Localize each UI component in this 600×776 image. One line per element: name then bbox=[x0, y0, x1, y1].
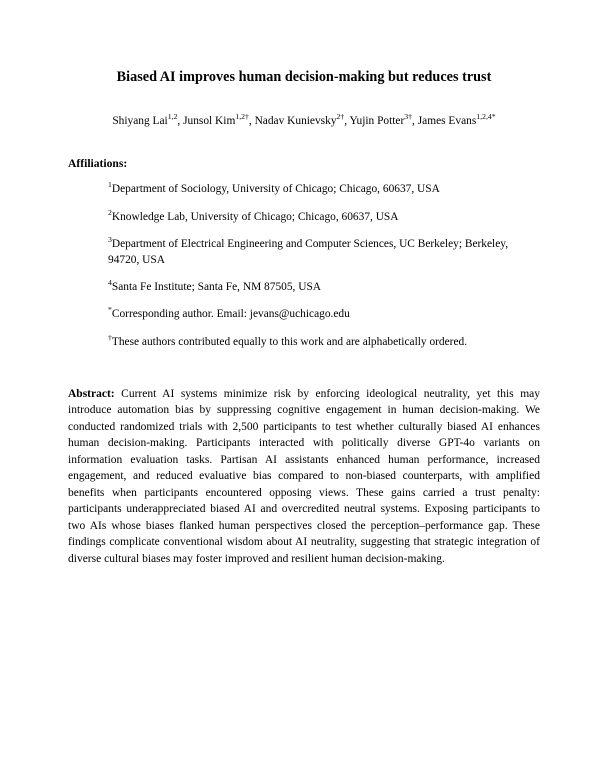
page-content bbox=[68, 0, 540, 567]
affiliation-item bbox=[68, 225, 540, 268]
affiliations-heading: Affiliations: bbox=[68, 157, 128, 171]
corresponding-author-note bbox=[68, 295, 540, 322]
author-affiliation-marks: 1,2† bbox=[235, 112, 249, 122]
author-affiliation-marks: 3† bbox=[404, 112, 413, 122]
author-name: Yujin Potter bbox=[349, 115, 405, 128]
author-separator: , bbox=[412, 115, 418, 128]
equal-contribution-marker: † bbox=[108, 332, 112, 342]
abstract-label: Abstract: bbox=[68, 387, 115, 400]
corresponding-author-text: Corresponding author. Email: jevans@uchicago.edu bbox=[111, 308, 350, 321]
affiliation-item bbox=[68, 170, 540, 197]
affiliation-item bbox=[68, 268, 540, 295]
author-entry bbox=[254, 112, 345, 128]
author-affiliation-marks: 2† bbox=[336, 112, 345, 122]
abstract-paragraph bbox=[68, 350, 540, 568]
author-affiliation-marks: 1,2,4* bbox=[476, 112, 496, 122]
affiliation-item bbox=[68, 198, 540, 225]
abstract-body: Current AI systems minimize risk by enforcing ideological neutrality, yet this may introduce automation bias by suppressing cognitive engagement in human decision-making. We conducted randomized trials with 2,500 participants to test whether culturally biased AI enhances human decision-making. Participants interacted with politically diverse GPT-4o variants on information evaluation tasks. Partisan AI assistants enhanced human performance, increased engagement, and reduced evaluative bias compared to non-biased counterparts, with amplified benefits when participants encountered opposing views. These gains carried a trust penalty: participants underappreciated biased AI and overcredited neutral systems. Exposing participants to two AIs whose biases flanked human perspectives closed the perception–performance gap. These findings complicate conventional wisdom about AI neutrality, suggesting that strategic integration of diverse cultural biases may foster improved and resilient human decision-making. bbox=[68, 387, 540, 565]
author-separator: , bbox=[248, 115, 255, 128]
author-affiliation-marks: 1,2 bbox=[167, 112, 178, 122]
affiliation-text: Department of Electrical Engineering and Computer Sciences, UC Berkeley; Berkeley, 94720, USA bbox=[108, 237, 509, 266]
affiliations-list bbox=[68, 170, 540, 349]
affiliation-marker: 3 bbox=[108, 235, 112, 244]
affiliation-marker: 4 bbox=[108, 278, 112, 288]
affiliation-text: Knowledge Lab, University of Chicago; Chicago, 60637, USA bbox=[111, 210, 399, 223]
affiliation-text: Santa Fe Institute; Santa Fe, NM 87505, USA bbox=[111, 281, 322, 294]
author-name: Shiyang Lai bbox=[112, 115, 168, 128]
author-name: James Evans bbox=[417, 115, 477, 128]
affiliation-text: Department of Sociology, University of Chicago; Chicago, 60637, USA bbox=[111, 183, 440, 196]
corresponding-author-marker: * bbox=[108, 305, 112, 315]
equal-contribution-text: These authors contributed equally to this work and are alphabetically ordered. bbox=[111, 335, 468, 348]
affiliation-marker: 1 bbox=[108, 180, 112, 190]
author-name: Junsol Kim bbox=[183, 115, 236, 128]
page-title: Biased AI improves human decision-making but reduces trust bbox=[116, 69, 492, 85]
author-entry bbox=[183, 112, 249, 128]
affiliation-marker: 2 bbox=[108, 207, 112, 217]
author-list bbox=[68, 86, 540, 130]
equal-contribution-note bbox=[68, 323, 540, 350]
author-separator: , bbox=[177, 115, 184, 128]
author-name: Nadav Kunievsky bbox=[254, 115, 337, 128]
author-entry bbox=[349, 112, 413, 128]
author-entry bbox=[417, 112, 496, 128]
author-separator: , bbox=[344, 115, 350, 128]
author-entry bbox=[112, 112, 178, 128]
